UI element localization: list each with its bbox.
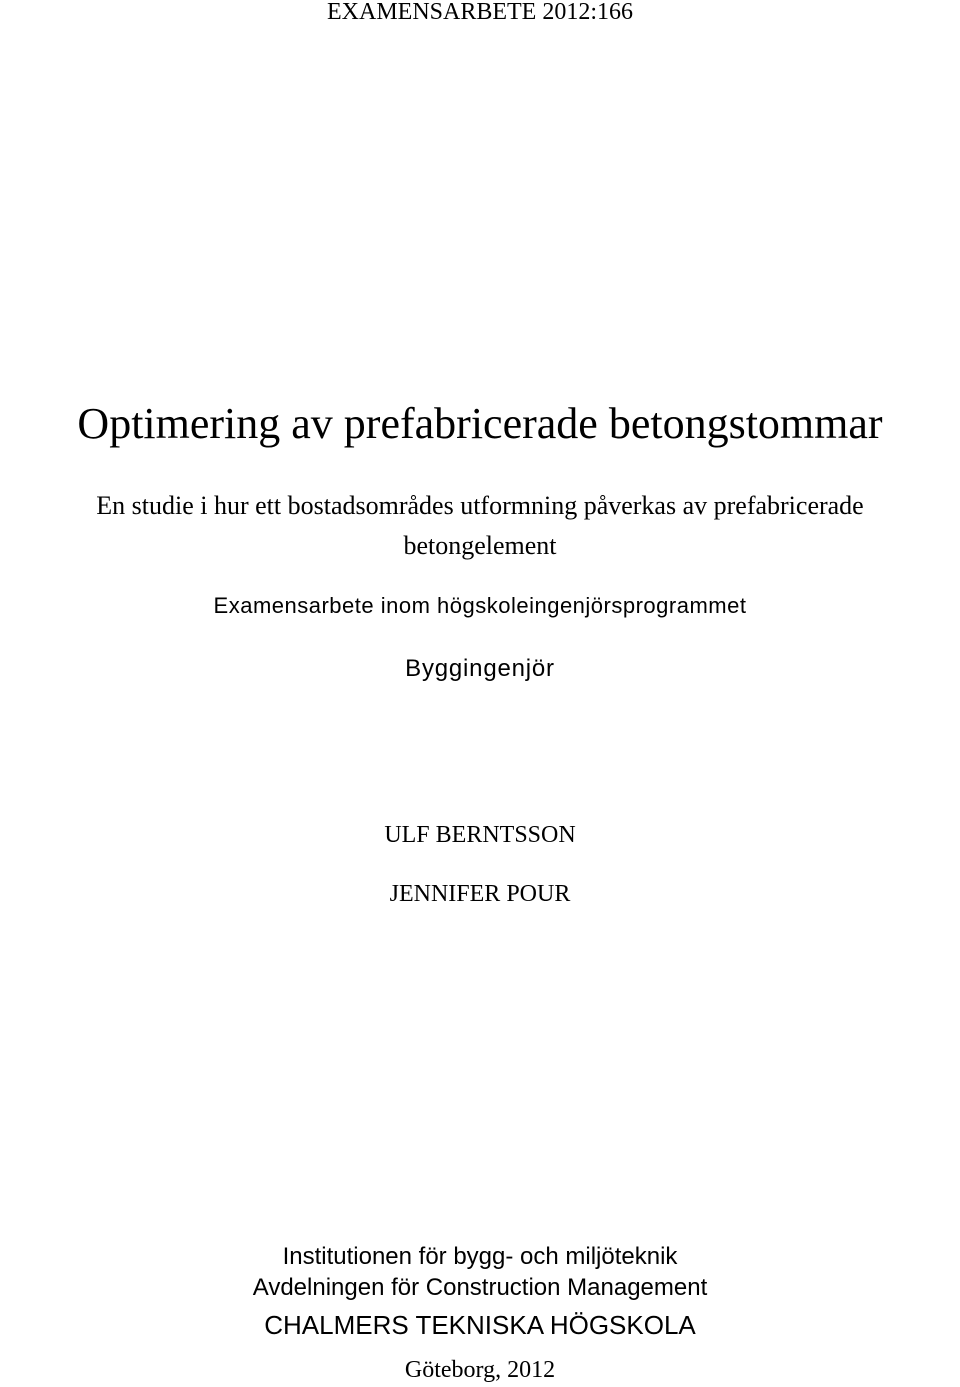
thesis-title: Optimering av prefabricerade betongstommar xyxy=(77,399,883,448)
program-description: Examensarbete inom högskoleingenjörsprogrammet xyxy=(213,593,747,618)
thesis-subtitle-line-1: En studie i hur ett bostadsområdes utformning påverkas av prefabricerade xyxy=(96,491,864,520)
thesis-subtitle-line-2: betongelement xyxy=(403,531,557,560)
place-and-year: Göteborg, 2012 xyxy=(404,1357,556,1383)
department-name: Institutionen för bygg- och miljöteknik xyxy=(282,1243,678,1270)
report-number: EXAMENSARBETE 2012:166 xyxy=(327,0,633,25)
program-name: Byggingenjör xyxy=(405,655,555,682)
division-name: Avdelningen för Construction Management xyxy=(252,1274,708,1301)
author-name: JENNIFER POUR xyxy=(389,881,571,907)
author-name: ULF BERNTSSON xyxy=(384,822,576,848)
university-name: CHALMERS TEKNISKA HÖGSKOLA xyxy=(264,1310,696,1340)
